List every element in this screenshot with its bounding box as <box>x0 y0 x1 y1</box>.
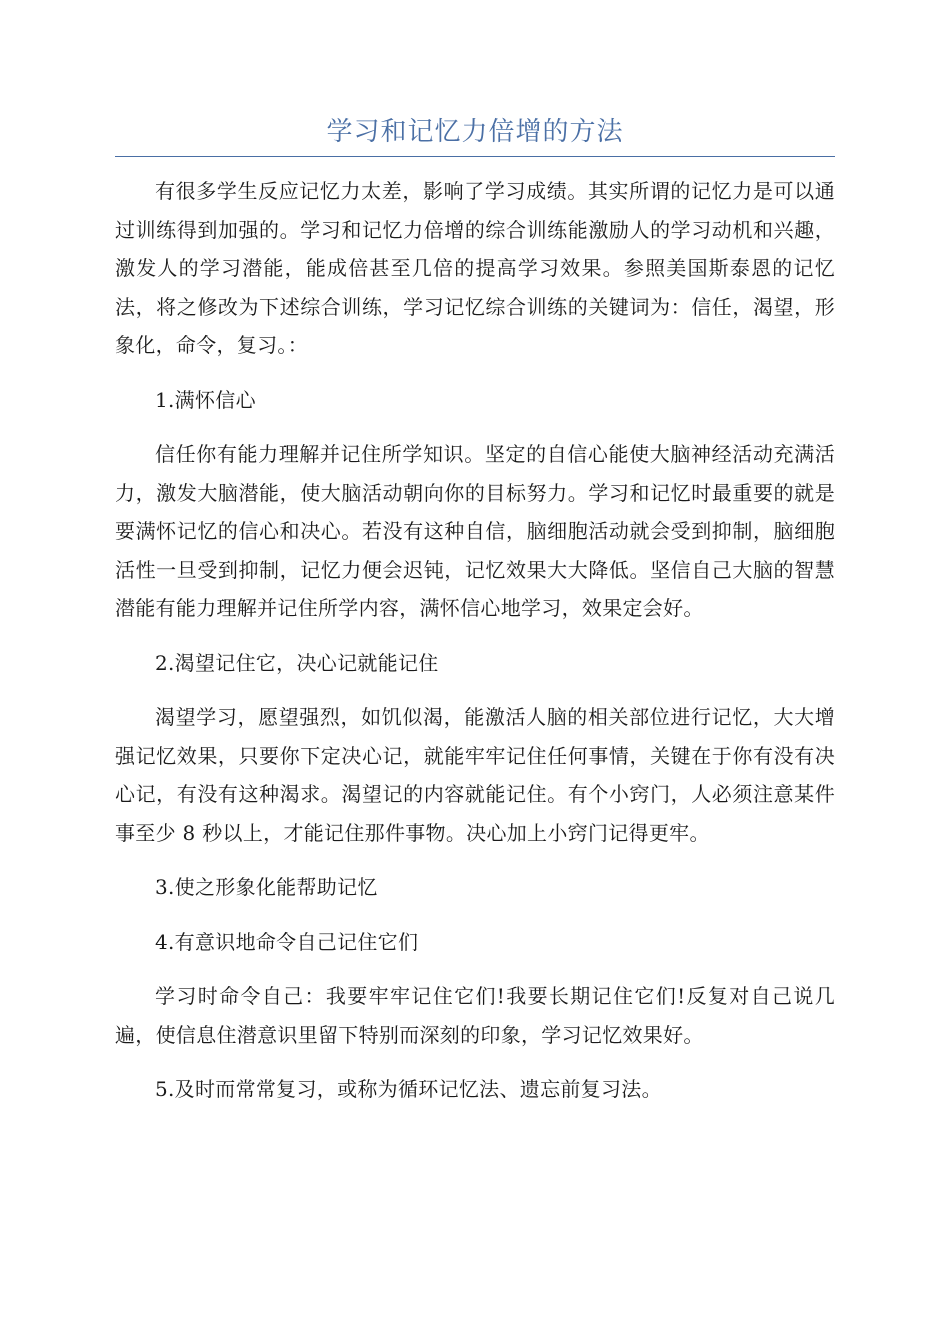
section-heading-5: 5.及时而常常复习，或称为循环记忆法、遗忘前复习法。 <box>155 1077 662 1101</box>
section-1-paragraph: 信任你有能力理解并记住所学知识。坚定的自信心能使大脑神经活动充满活力，激发大脑潜能，使大脑活动朝向你的目标努力。学习和记忆时最重要的就是要满怀记忆的信心和决心。若没有这种自信，脑细胞活动就会受到抑制，脑细胞活性一旦受到抑制，记忆力便会迟钝，记忆效果大大降低。坚信自己大脑的智慧潜能有能力理解并记住所学内容，满怀信心地学习，效果定会好。 <box>115 442 835 620</box>
section-heading-2: 2.渴望记住它，决心记就能记住 <box>155 650 439 675</box>
section-4-paragraph: 学习时命令自己：我要牢牢记住它们!我要长期记住它们!反复对自己说几遍，使信息住潜意识里留下特别而深刻的印象，学习记忆效果好。 <box>115 984 835 1047</box>
intro-paragraph: 有很多学生反应记忆力太差，影响了学习成绩。其实所谓的记忆力是可以通过训练得到加强的。学习和记忆力倍增的综合训练能激励人的学习动机和兴趣，激发人的学习潜能，能成倍甚至几倍的提高学习效果。参照美国斯泰恩的记忆法，将之修改为下述综合训练，学习记忆综合训练的关键词为：信任，渴望，形象化，命令，复习。： <box>115 179 835 357</box>
section-heading-4: 4.有意识地命令自己记住它们 <box>155 929 419 954</box>
section-2-paragraph: 渴望学习，愿望强烈，如饥似渴，能激活人脑的相关部位进行记忆，大大增强记忆效果，只要你下定决心记，就能牢牢记住任何事情，关键在于你有没有决心记，有没有这种渴求。渴望记的内容就能记住。有个小窍门，人必须注意某件事至少 8 秒以上，才能记住那件事物。决心加上小窍门记得更牢。 <box>115 705 835 845</box>
section-heading-1: 1.满怀信心 <box>155 387 256 412</box>
section-heading-3: 3.使之形象化能帮助记忆 <box>155 875 378 899</box>
document-body <box>115 172 835 1125</box>
title-block <box>115 112 835 157</box>
document-title: 学习和记忆力倍增的方法 <box>326 117 624 147</box>
